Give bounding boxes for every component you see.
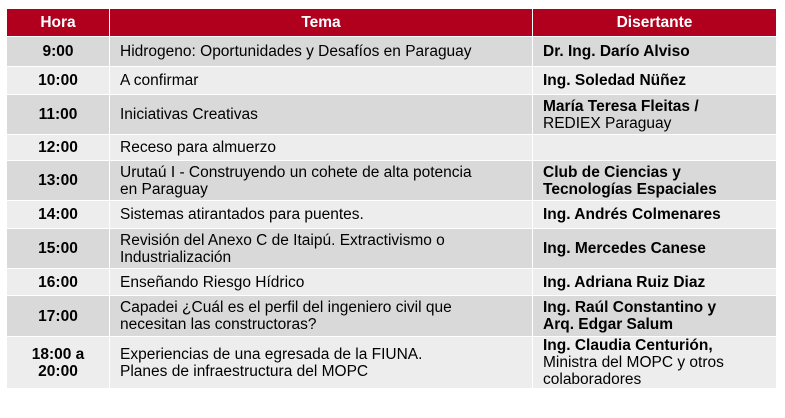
cell-disertante: Ing. Adriana Ruiz Diaz bbox=[533, 269, 777, 296]
cell-hora: 17:00 bbox=[7, 296, 110, 337]
cell-hora: 9:00 bbox=[7, 37, 110, 67]
cell-disertante: Ing. Soledad Nüñez bbox=[533, 67, 777, 95]
cell-disertante: Ing. Claudia Centurión, Ministra del MOPC y otros colaboradores bbox=[533, 337, 777, 389]
table-row bbox=[7, 161, 777, 201]
header-hora: Hora bbox=[7, 9, 110, 37]
cell-disertante: María Teresa Fleitas / REDIEX Paraguay bbox=[533, 95, 777, 135]
cell-tema: Experiencias de una egresada de la FIUNA. Planes de infraestructura del MOPC bbox=[110, 337, 533, 389]
cell-hora: 13:00 bbox=[7, 161, 110, 201]
cell-hora: 10:00 bbox=[7, 67, 110, 95]
cell-disertante: Ing. Mercedes Canese bbox=[533, 229, 777, 269]
table-row bbox=[7, 337, 777, 389]
table-row bbox=[7, 229, 777, 269]
cell-tema: Receso para almuerzo bbox=[110, 135, 533, 161]
header-tema: Tema bbox=[110, 9, 533, 37]
table-row bbox=[7, 269, 777, 296]
cell-tema: Hidrogeno: Oportunidades y Desafíos en Paraguay bbox=[110, 37, 533, 67]
table-row bbox=[7, 201, 777, 229]
cell-tema: Urutaú I - Construyendo un cohete de alta potencia en Paraguay bbox=[110, 161, 533, 201]
cell-tema: Revisión del Anexo C de Itaipú. Extractivismo o Industrialización bbox=[110, 229, 533, 269]
schedule-table-wrapper bbox=[6, 8, 777, 389]
table-row bbox=[7, 135, 777, 161]
table-row bbox=[7, 67, 777, 95]
cell-hora: 15:00 bbox=[7, 229, 110, 269]
header-row bbox=[7, 9, 777, 37]
schedule-table bbox=[6, 8, 777, 389]
cell-tema: Capadei ¿Cuál es el perfil del ingeniero civil que necesitan las constructoras? bbox=[110, 296, 533, 337]
cell-disertante: Ing. Andrés Colmenares bbox=[533, 201, 777, 229]
cell-disertante: Dr. Ing. Darío Alviso bbox=[533, 37, 777, 67]
header-disertante: Disertante bbox=[533, 9, 777, 37]
cell-tema: Sistemas atirantados para puentes. bbox=[110, 201, 533, 229]
cell-hora: 16:00 bbox=[7, 269, 110, 296]
cell-hora: 11:00 bbox=[7, 95, 110, 135]
schedule-body bbox=[7, 37, 777, 389]
cell-hora: 18:00 a 20:00 bbox=[7, 337, 110, 389]
cell-tema: A confirmar bbox=[110, 67, 533, 95]
cell-disertante: Ing. Raúl Constantino y Arq. Edgar Salum bbox=[533, 296, 777, 337]
cell-hora: 12:00 bbox=[7, 135, 110, 161]
cell-disertante bbox=[533, 135, 777, 161]
cell-hora: 14:00 bbox=[7, 201, 110, 229]
table-row bbox=[7, 37, 777, 67]
cell-tema: Enseñando Riesgo Hídrico bbox=[110, 269, 533, 296]
cell-disertante: Club de Ciencias y Tecnologías Espaciales bbox=[533, 161, 777, 201]
table-row bbox=[7, 296, 777, 337]
table-row bbox=[7, 95, 777, 135]
cell-tema: Iniciativas Creativas bbox=[110, 95, 533, 135]
